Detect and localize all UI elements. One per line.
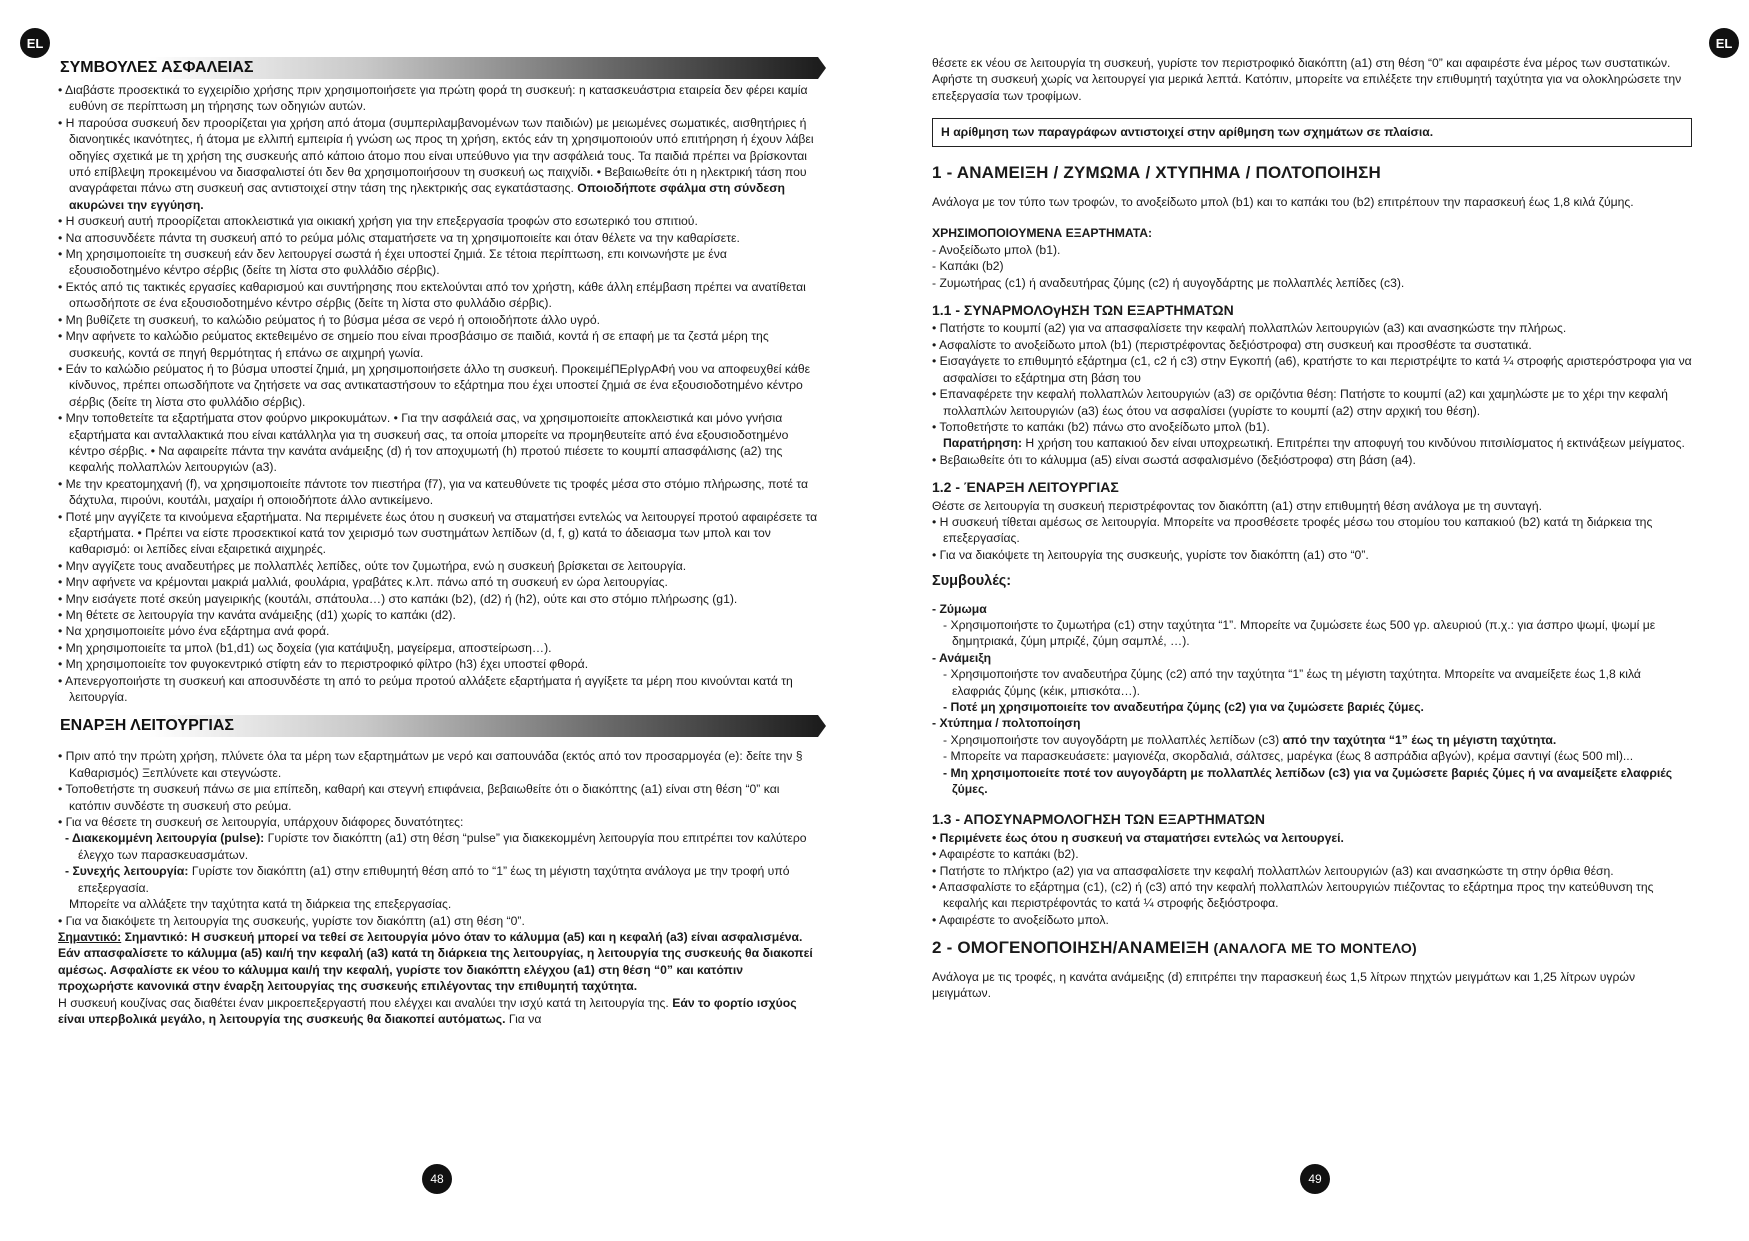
startup-bullet: • Πριν από την πρώτη χρήση, πλύνετε όλα τα μέρη των εξαρτημάτων με νερό και σαπουνάδα (εκτός από τον προσαρμογέα (e): δείτε την § Καθαρισμός) Ξεπλύνετε και στεγνώστε.	[58, 749, 803, 780]
tip-mixing-label: - Ανάμειξη	[932, 650, 992, 665]
tip-text: - Χρησιμοποιήστε το ζυμωτήρα (c1) στην ταχύτητα “1”. Μπορείτε να ζυμώσετε έως 500 γρ. αλευριού (π.χ.: για άσπρο ψωμί, ψωμί με δημητριακά, ζύμη μπριζέ, ζύμη σαμπλέ, …).	[943, 617, 1656, 649]
safety-bullet: • Με την κρεατομηχανή (f), να χρησιμοποιείτε πάντοτε τον πιεστήρα (f7), για να κατευθύνετε τις τροφές μέσα στο στόμιο πλήρωσης, ποτέ τα δάχτυλα, πιρούνι, κουτάλι, μαχαίρι ή οποιοδήποτε άλλο αντικείμενο.	[58, 476, 809, 508]
left-column	[58, 57, 818, 1027]
tip-warning: - Μη χρησιμοποιείτε ποτέ τον αυγογδάρτη με πολλαπλές λεπίδων (c3) για να ζυμώσετε βαριές ζύμες ή να αναμείξετε ελαφριές ζύμες.	[943, 765, 1673, 797]
assembly-step: • Επαναφέρετε την κεφαλή πολλαπλών λειτουργιών (a3) σε οριζόντια θέση: Πατήστε το κουμπί (a2) και χαμηλώστε με το χέρι την κεφαλή πολλαπλών λειτουργιών (a3) έως ότου να ασφαλίσει (γυρίστε το κουμπί (a2) στην αρχική του θέση).	[932, 387, 1668, 418]
page-number: 48	[422, 1164, 452, 1194]
warranty-warning: Οποιοδήποτε σφάλμα στη σύνδεση ακυρώνει την εγγύηση.	[69, 181, 786, 212]
assembly-step: • Τοποθετήστε το καπάκι (b2) πάνω στο ανοξείδωτο μπολ (b1).	[932, 419, 1270, 434]
safety-bullet: • Μην αφήνετε να κρέμονται μακριά μαλλιά, φουλάρια, γραβάτες κ.λπ. πάνω από τη συσκευή εν ώρα λειτουργίας.	[58, 575, 668, 590]
page-number: 49	[1300, 1164, 1330, 1194]
safety-bullet: • Η συσκευή αυτή προορίζεται αποκλειστικά για οικιακή χρήση για την επεξεργασία τροφών στο εσωτερικό του σπιτιού.	[58, 214, 698, 229]
tip-whisking-label: - Χτύπημα / πολτοποίηση	[932, 716, 1081, 731]
safety-bullet: • Να χρησιμοποιείτε μόνο ένα εξάρτημα ανά φορά.	[58, 624, 330, 639]
tips-heading: Συμβουλές:	[932, 573, 1012, 590]
section-1-3-heading: 1.3 - ΑΠΟΣΥΝΑΡΜΟΛΟΓΗΣΗ ΤΩΝ ΕΞΑΡΤΗΜΑΤΩΝ	[932, 811, 1265, 828]
safety-bullet: • Μην εισάγετε ποτέ σκεύη μαγειρικής (κουτάλι, σπάτουλα…) στο καπάκι (b2), (d2) ή (h2), ούτε και στο στόμιο πλήρωσης (g1).	[58, 591, 738, 606]
safety-bullet: • Μη χρησιμοποιείτε τον φυγοκεντρικό στίφτη εάν το περιστροφικό φίλτρο (h3) έχει υποστεί φθορά.	[58, 657, 589, 672]
section-1-intro: Ανάλογα με τον τύπο των τροφών, το ανοξείδωτο μπολ (b1) και το καπάκι του (b2) επιτρέπουν την παρασκευή έως 1,8 κιλά ζύμης.	[932, 195, 1634, 210]
safety-bullet: • Μην αφήνετε το καλώδιο ρεύματος εκτεθειμένο σε σημείο που είναι προσβάσιμο σε παιδιά, κοντά ή σε επαφή με τα ζεστά μέρη της συσκευής, κοντά σε πηγή θερμότητας ή επάνω σε αιχμηρή γωνία.	[58, 329, 769, 360]
lid-note: Παρατήρηση: Η χρήση του καπακιού δεν είναι υποχρεωτική. Επιτρέπει την αποφυγή του κινδύνου πιτσιλίσματος ή εκτινάξεων μείγματος.	[943, 436, 1685, 451]
tip-text: - Μπορείτε να παρασκευάσετε: μαγιονέζα, σκορδαλιά, σάλτσες, μαρέγκα (έως 8 ασπράδια αβγών), κρέμα σαντιγί (έως 500 ml)...	[943, 749, 1634, 764]
language-badge: EL	[20, 28, 50, 58]
startup-bullet: • Για να διακόψετε τη λειτουργία της συσκευής, γυρίστε τον διακόπτη (a1) στη θέση “0”.	[58, 913, 525, 928]
safety-bullet: • Εκτός από τις τακτικές εργασίες καθαρισμού και συντήρησης που εκτελούνται από τον χρήστη, κάθε άλλη επέμβαση πρέπει να ανατίθεται οπωσδήποτε σε ένα εξουσιοδοτημένο κέντρο σέρβις (δείτε τη λίστα στο φυλλάδιο σέρβις).	[58, 279, 806, 311]
right-page	[874, 0, 1749, 1241]
assembly-step: • Εισαγάγετε το επιθυμητό εξάρτημα (c1, c2 ή c3) στην Εγκοπή (a6), κρατήστε το και περιστρέψτε το κατά ¼ στροφής αριστερόστροφα για να ασφαλίσει το εξάρτημα στη βάση του	[932, 354, 1692, 385]
assembly-step: • Πατήστε το κουμπί (a2) για να απασφαλίσετε την κεφαλή πολλαπλών λειτουργιών (a3) και ανασηκώστε την πλήρως.	[932, 321, 1567, 336]
accessory-item: - Ανοξείδωτο μπολ (b1).	[932, 242, 1061, 257]
startup-step: • Για να διακόψετε τη λειτουργία της συσκευής, γυρίστε τον διακόπτη (a1) στο “0”.	[932, 547, 1369, 562]
safety-bullet: • Μη χρησιμοποιείτε τα μπολ (b1,d1) ως δοχεία (για κατάψυξη, μαγείρεμα, αποστείρωση…).	[58, 640, 552, 655]
language-badge: EL	[1709, 28, 1739, 58]
disassembly-step: • Αφαιρέστε το ανοξείδωτο μπολ.	[932, 912, 1109, 927]
safety-bullet: • Μην αγγίζετε τους αναδευτήρες με πολλαπλές λεπίδες, ούτε τον ζυμωτήρα, ενώ η συσκευή βρίσκεται σε λειτουργία.	[58, 558, 687, 573]
safety-bullet: • Εάν το καλώδιο ρεύματος ή το βύσμα υποστεί ζημιά, μη χρησιμοποιήσετε άλλο τη συσκευή. ΠροκειμέΠΕρΙγρΑΦή νου να αποφευχθεί κάθε κίνδυνος, πρέπει οπωσδήποτε να ζητήσετε να σας αντικαταστήσουν το εξάρτημα που έχει υποστεί ζημιά σε ένα εξουσιοδοτημένο κέντρο σέρβις (δείτε τη λίστα στο φυλλάδιο σέρβις).	[58, 361, 811, 409]
left-page	[0, 0, 874, 1241]
startup-bullet: • Τοποθετήστε τη συσκευή πάνω σε μια επίπεδη, καθαρή και στεγνή επιφάνεια, βεβαιωθείτε ότι ο διακόπτης (a1) είναι στη θέση “0” και κατόπιν συνδέστε τη συσκευή στο ρεύμα.	[58, 782, 780, 813]
section-2-intro: Ανάλογα με τις τροφές, η κανάτα ανάμειξης (d) επιτρέπει την παρασκευή έως 1,5 λίτρων πηχτών μειγμάτων και 1,25 λίτρων υγρών μειγμάτων.	[932, 969, 1636, 1001]
safety-bullet: • Να αποσυνδέετε πάντα τη συσκευή από το ρεύμα μόλις σταματήσετε να τη χρησιμοποιείτε και όταν θέλετε να την καθαρίσετε.	[58, 230, 740, 245]
disassembly-step: • Αφαιρέστε το καπάκι (b2).	[932, 847, 1079, 862]
section-2-heading: 2 - ΟΜΟΓΕΝΟΠΟΙΗΣΗ/ΑΝΑΜΕΙΞΗ (ΑΝΑΛΟΓΑ ΜΕ ΤΟ ΜΟΝΤΕΛΟ)	[932, 938, 1417, 958]
numbering-notice: Η αρίθμηση των παραγράφων αντιστοιχεί στην αρίθμηση των σχημάτων σε πλαίσια.	[932, 118, 1692, 146]
disassembly-step: • Περιμένετε έως ότου η συσκευή να σταματήσει εντελώς να λειτουργεί.	[932, 830, 1344, 845]
section-1-1-heading: 1.1 - ΣΥΝΑΡΜΟΛΟγΗΣΗ ΤΩΝ ΕΞΑΡΤΗΜΑΤΩΝ	[932, 302, 1234, 319]
startup-bullet: • Για να θέσετε τη συσκευή σε λειτουργία, υπάρχουν διάφορες δυνατότητες:	[58, 815, 464, 830]
accessory-item: - Ζυμωτήρας (c1) ή αναδευτήρας ζύμης (c2) ή αυγογδάρτης με πολλαπλές λεπίδες (c3).	[932, 275, 1405, 290]
tip-text: - Χρησιμοποιήστε τον αναδευτήρα ζύμης (c2) από την ταχύτητα “1” έως τη μέγιστη ταχύτητα. Μπορείτε να αναμείξετε έως 1,8 κιλά ελαφριάς ζύμης (κέικ, μπισκότα…).	[943, 667, 1641, 698]
assembly-step: • Ασφαλίστε το ανοξείδωτο μπολ (b1) (περιστρέφοντας δεξιόστροφα) στη συσκευή και προσθέστε τα συστατικά.	[932, 337, 1532, 352]
continuous-mode: - Συνεχής λειτουργία: Γυρίστε τον διακόπτη (a1) στην επιθυμητή θέση από το “1” έως τη μέγιστη ταχύτητα ανάλογα με την τροφή υπό επεξεργασία.	[65, 864, 790, 895]
section-1-2-heading: 1.2 - ΈΝΑΡΞΗ ΛΕΙΤΟΥΡΓΙΑΣ	[932, 479, 1119, 496]
accessory-item: - Καπάκι (b2)	[932, 259, 1004, 274]
safety-heading: ΣΥΜΒΟΥΛΕΣ ΑΣΦΑΛΕΙΑΣ	[58, 57, 818, 79]
continued-text: θέσετε εκ νέου σε λειτουργία τη συσκευή, γυρίστε τον περιστροφικό διακόπτη (a1) στη θέση “0” και αφαιρέστε ένα μέρος των συστατικών. Αφήστε τη συσκευή χωρίς να λειτουργεί για μερικά λεπτά. Κατόπιν, μπορείτε να επιλέξετε την επιθυμητή ταχύτητα για να ολοκληρώσετε την επεξεργασία των τροφίμων.	[932, 56, 1682, 103]
accessories-heading: ΧΡΗΣΙΜΟΠΟΙΟΥΜΕΝΑ ΕΞΑΡΤΗΜΑΤΑ:	[932, 226, 1153, 241]
startup-heading: ΕΝΑΡΞΗ ΛΕΙΤΟΥΡΓΙΑΣ	[58, 715, 818, 737]
pulse-mode: - Διακεκομμένη λειτουργία (pulse): Γυρίστε τον διακόπτη (a1) στη θέση “pulse” για διακεκομμένη λειτουργία που επιτρέπει τον καλύτερο έλεγχο των παρασκευασμάτων.	[65, 831, 807, 862]
speed-change-note: Μπορείτε να αλλάξετε την ταχύτητα κατά τη διάρκεια της επεξεργασίας.	[69, 897, 452, 912]
safety-bullet: • Μη βυθίζετε τη συσκευή, το καλώδιο ρεύματος ή το βύσμα μέσα σε νερό ή οποιοδήποτε άλλο υγρό.	[58, 312, 601, 327]
safety-bullet: • Μη θέτετε σε λειτουργία την κανάτα ανάμειξης (d1) χωρίς το καπάκι (d2).	[58, 608, 456, 622]
safety-bullet: • Ποτέ μην αγγίζετε τα κινούμενα εξαρτήματα. Να περιμένετε έως ότου η συσκευή να σταματήσει εντελώς να λειτουργεί προτού αφαιρέσετε τα εξαρτήματα. • Πρέπει να είστε προσεκτικοί κατά τον χειρισμό των συστημάτων λεπίδων (d, f, g) κατά το άδειασμα των μπολ και τον καθαρισμό: οι λεπίδες είναι εξαιρετικά αιχμηρές.	[58, 509, 818, 557]
safety-bullet: • Η παρούσα συσκευή δεν προορίζεται για χρήση από άτομα (συμπεριλαμβανομένων των παιδιών) με μειωμένες σωματικές, αισθητήριες ή διανοητικές ικανότητες, ή άτομα με ελλιπή εμπειρία ή γνώση ως προς τη χρήση, εκτός εάν τη χρησιμοποιούν υπό επιτήρηση ή έχουν λάβει οδηγίες σχετικά με τη χρήση της συσκευής από κάποιο άτομο που είναι υπεύθυνο για την ασφάλειά τους. Τα παιδιά πρέπει να βρίσκονται υπό επίβλεψη προκειμένου να διασφαλιστεί ότι δεν θα χρησιμοποιήσουν τη συσκευή ως παιχνίδι. • Βεβαιωθείτε ότι η ηλεκτρική τάση που αναγράφεται πάνω στη συσκευή σας αντιστοιχεί στην τάση της ηλεκτρικής σας εγκατάστασης. Οποιοδήποτε σφάλμα στη σύνδεση ακυρώνει την εγγύηση.	[58, 115, 814, 212]
safety-bullet: • Απενεργοποιήστε τη συσκευή και αποσυνδέστε τη από το ρεύμα προτού αλλάξετε εξαρτήματα ή αγγίξετε τα μέρη που κινούνται κατά τη λειτουργία.	[58, 673, 793, 705]
section-1-2-intro: Θέστε σε λειτουργία τη συσκευή περιστρέφοντας τον διακόπτη (a1) στην επιθυμητή θέση ανάλογα με τη συνταγή.	[932, 498, 1542, 513]
microprocessor-note: Η συσκευή κουζίνας σας διαθέτει έναν μικροεπεξεργαστή που ελέγχει και αναλύει την ισχύ κατά τη λειτουργία της. Εάν το φορτίο ισχύος είναι υπερβολικά μεγάλο, η λειτουργία της συσκευής θα διακοπεί αυτόματως. Για να	[58, 995, 797, 1026]
right-column	[932, 55, 1692, 1002]
assembly-step: • Βεβαιωθείτε ότι το κάλυμμα (a5) είναι σωστά ασφαλισμένο (δεξιόστροφα) στη βάση (a4).	[932, 452, 1416, 467]
startup-step: • Η συσκευή τίθεται αμέσως σε λειτουργία. Μπορείτε να προσθέσετε τροφές μέσω του στομίου του καπακιού (b2) κατά τη διάρκεια της επεξεργασίας.	[932, 514, 1653, 546]
tip-text: - Χρησιμοποιήστε τον αυγογδάρτη με πολλαπλές λεπίδων (c3) από την ταχύτητα “1” έως τη μέγιστη ταχύτητα.	[943, 732, 1557, 747]
safety-bullet: • Μη χρησιμοποιείτε τη συσκευή εάν δεν λειτουργεί σωστά ή έχει υποστεί ζημιά. Σε τέτοια περίπτωση, επι κοινωνήστε με ένα εξουσιοδοτημένο κέντρο σέρβις (δείτε τη λίστα στο φυλλάδιο σέρβις).	[58, 247, 727, 278]
tip-kneading-label: - Ζύμωμα	[932, 601, 987, 616]
tip-warning: - Ποτέ μη χρησιμοποιείτε τον αναδευτήρα ζύμης (c2) για να ζυμώσετε βαριές ζύμες.	[943, 700, 1424, 714]
section-1-heading: 1 - ΑΝΑΜΕΙΞΗ / ΖΥΜΩΜΑ / ΧΤΥΠΗΜΑ / ΠΟΛΤΟΠΟΙΗΣΗ	[932, 162, 1381, 182]
safety-bullet: • Μην τοποθετείτε τα εξαρτήματα στον φούρνο μικροκυμάτων. • Για την ασφάλειά σας, να χρησιμοποιείτε αποκλειστικά και μόνο γνήσια εξαρτήματα και ανταλλακτικά που είναι κατάλληλα για τη συσκευή σας, τα οποία μπορείτε να προμηθευτείτε από ένα εξουσιοδοτημένο κέντρο σέρβις. • Να αφαιρείτε πάντα την κανάτα ανάμειξης (d) ή τον αποχυμωτή (h) προτού πιέσετε το κουμπί απασφάλισης (a2) της κεφαλής πολλαπλών λειτουργιών (a3).	[58, 411, 789, 475]
disassembly-step: • Απασφαλίστε το εξάρτημα (c1), (c2) ή (c3) από την κεφαλή πολλαπλών λειτουργιών πιέζοντας το εξάρτημα προς την κατεύθυνση της κεφαλής και περιστρέφοντάς το κατά ¼ στροφής δεξιόστροφα.	[932, 880, 1654, 911]
disassembly-step: • Πατήστε το πλήκτρο (a2) για να απασφαλίσετε την κεφαλή πολλαπλών λειτουργιών (a3) και ανασηκώστε τη στην όρθια θέση.	[932, 863, 1614, 878]
safety-bullet: • Διαβάστε προσεκτικά το εγχειρίδιο χρήσης πριν χρησιμοποιήσετε για πρώτη φορά τη συσκευή: η κατασκευάστρια εταιρεία δεν φέρει καμία ευθύνη σε περίπτωση μη τήρησης των οδηγιών αυτών.	[58, 83, 808, 114]
important-note: Σημαντικό: Σημαντικό: Η συσκευή μπορεί να τεθεί σε λειτουργία μόνο όταν το κάλυμμα (a5) και η κεφαλή (a3) είναι ασφαλισμένα. Εάν απασφαλίσετε το κάλυμμα (a5) και/ή την κεφαλή (a3) κατά τη διάρκεια της λειτουργίας, η λειτουργία της συσκευής θα διακοπεί αμέσως. Ασφαλίστε εκ νέου το κάλυμμα και/ή την κεφαλή, γυρίστε τον διακόπτη ελέγχου (a1) στη θέση “0” και κατόπιν προχωρήστε κανονικά στην έναρξη λειτουργίας της συσκευής επιλέγοντας την επιθυμητή ταχύτητα.	[58, 929, 813, 994]
